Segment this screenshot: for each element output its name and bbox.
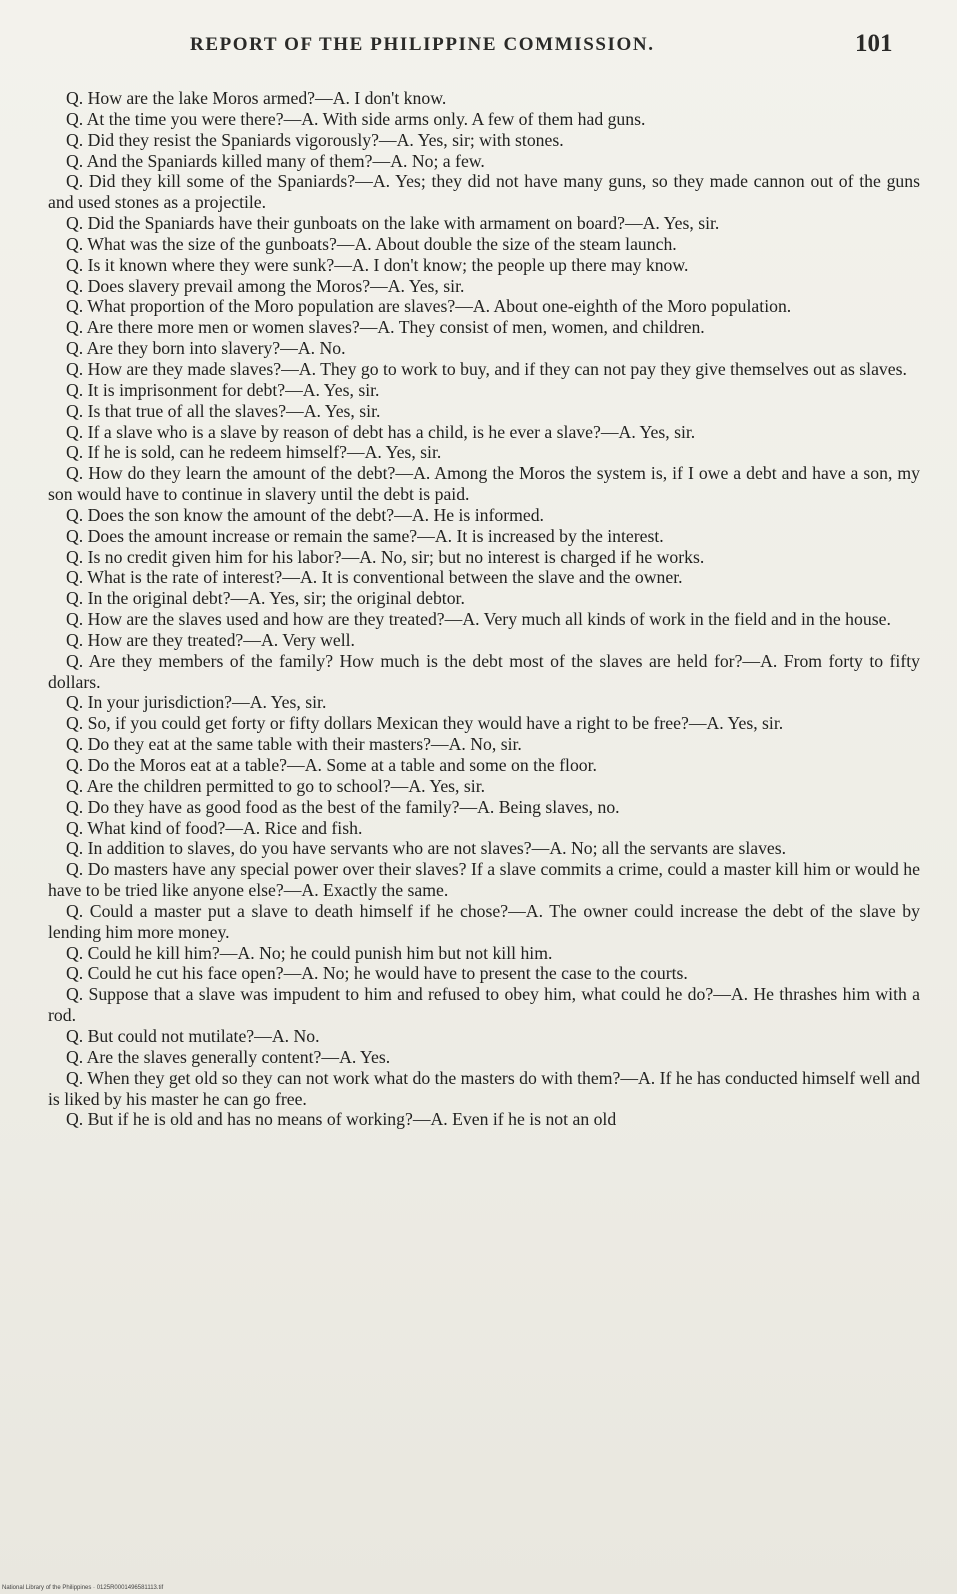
qa-paragraph: Q. Is no credit given him for his labor?—A. No, sir; but no interest is charged if he works.	[66, 546, 705, 567]
qa-paragraph: Q. At the time you were there?—A. With side arms only. A few of them had guns.	[66, 108, 646, 129]
qa-paragraph: Q. But could not mutilate?—A. No.	[66, 1025, 320, 1046]
qa-paragraph: Q. How are the lake Moros armed?—A. I don't know.	[66, 88, 447, 108]
scan-footer: National Library of the Philippines · 0125R0001496581113.tif	[2, 1585, 164, 1591]
qa-paragraph: Q. And the Spaniards killed many of them?—A. No; a few.	[66, 150, 485, 171]
qa-paragraph: Q. In the original debt?—A. Yes, sir; the original debtor.	[66, 588, 465, 609]
qa-paragraph: Q. How are they made slaves?—A. They go to work to buy, and if they can not pay they give themselves out as slaves.	[66, 358, 907, 379]
body-text	[48, 88, 920, 1130]
qa-paragraph: Q. Could he kill him?—A. No; he could punish him but not kill him.	[66, 942, 553, 963]
qa-paragraph: Q. Could he cut his face open?—A. No; he would have to present the case to the courts.	[66, 963, 688, 984]
qa-paragraph: Q. In addition to slaves, do you have servants who are not slaves?—A. No; all the servants are slaves.	[66, 838, 787, 859]
qa-paragraph: Q. Does the son know the amount of the debt?—A. He is informed.	[66, 504, 544, 525]
qa-paragraph: Q. Are there more men or women slaves?—A. They consist of men, women, and children.	[66, 317, 705, 338]
qa-paragraph: Q. Does the amount increase or remain the same?—A. It is increased by the interest.	[66, 525, 664, 546]
qa-paragraph: Q. Could a master put a slave to death himself if he chose?—A. The owner could increase the debt of the slave by lending him more money.	[48, 900, 920, 942]
page-number: 101	[855, 30, 893, 57]
qa-paragraph: Q. If he is sold, can he redeem himself?—A. Yes, sir.	[66, 442, 442, 463]
qa-paragraph: Q. Do they have as good food as the best of the family?—A. Being slaves, no.	[66, 796, 620, 817]
qa-paragraph: Q. Did they resist the Spaniards vigorously?—A. Yes, sir; with stones.	[66, 129, 564, 150]
qa-paragraph: Q. Are the slaves generally content?—A. Yes.	[66, 1046, 391, 1067]
qa-paragraph: Q. How are they treated?—A. Very well.	[66, 629, 355, 650]
qa-paragraph: Q. So, if you could get forty or fifty dollars Mexican they would have a right to be free?—A. Yes, sir.	[66, 713, 784, 734]
running-title: REPORT OF THE PHILIPPINE COMMISSION.	[190, 34, 655, 55]
qa-paragraph: Q. Did they kill some of the Spaniards?—A. Yes; they did not have many guns, so they made cannon out of the guns and used stones as a projectile.	[48, 171, 920, 213]
qa-paragraph: Q. What kind of food?—A. Rice and fish.	[66, 817, 363, 838]
qa-paragraph: Q. Are the children permitted to go to school?—A. Yes, sir.	[66, 775, 486, 796]
qa-paragraph: Q. Is it known where they were sunk?—A. I don't know; the people up there may know.	[66, 254, 689, 275]
qa-paragraph: Q. What was the size of the gunboats?—A. About double the size of the steam launch.	[66, 233, 677, 254]
qa-paragraph: Q. Is that true of all the slaves?—A. Yes, sir.	[66, 400, 381, 421]
qa-paragraph: Q. Does slavery prevail among the Moros?—A. Yes, sir.	[66, 275, 465, 296]
qa-paragraph: Q. What proportion of the Moro population are slaves?—A. About one-eighth of the Moro population.	[66, 296, 792, 317]
qa-paragraph: Q. Do the Moros eat at a table?—A. Some at a table and some on the floor.	[66, 755, 597, 775]
qa-paragraph: Q. Did the Spaniards have their gunboats on the lake with armament on board?—A. Yes, sir.	[66, 213, 720, 234]
qa-paragraph: Q. Are they members of the family? How much is the debt most of the slaves are held for?—A. From forty to fifty dollars.	[48, 650, 920, 692]
qa-paragraph: Q. If a slave who is a slave by reason of debt has a child, is he ever a slave?—A. Yes, sir.	[66, 421, 696, 442]
qa-paragraph: Q. But if he is old and has no means of working?—A. Even if he is not an old	[66, 1109, 617, 1130]
qa-paragraph: Q. Do they eat at the same table with their masters?—A. No, sir.	[66, 734, 522, 755]
qa-paragraph: Q. How are the slaves used and how are they treated?—A. Very much all kinds of work in the field and in the house.	[66, 609, 891, 630]
qa-paragraph: Q. It is imprisonment for debt?—A. Yes, sir.	[66, 379, 380, 400]
qa-paragraph: Q. When they get old so they can not work what do the masters do with them?—A. If he has conducted himself well and is liked by his master he can go free.	[48, 1067, 920, 1109]
qa-paragraph: Q. What is the rate of interest?—A. It is conventional between the slave and the owner.	[66, 567, 683, 588]
qa-paragraph: Q. In your jurisdiction?—A. Yes, sir.	[66, 692, 327, 713]
qa-paragraph: Q. Do masters have any special power over their slaves? If a slave commits a crime, could a master kill him or would he have to be tried like anyone else?—A. Exactly the same.	[48, 859, 920, 901]
qa-paragraph: Q. How do they learn the amount of the debt?—A. Among the Moros the system is, if I owe a debt and have a son, my son would have to continue in slavery until the debt is paid.	[48, 463, 920, 505]
qa-paragraph: Q. Are they born into slavery?—A. No.	[66, 338, 346, 359]
qa-paragraph: Q. Suppose that a slave was impudent to him and refused to obey him, what could he do?—A. He thrashes him with a rod.	[48, 984, 920, 1026]
page-header	[0, 30, 957, 64]
